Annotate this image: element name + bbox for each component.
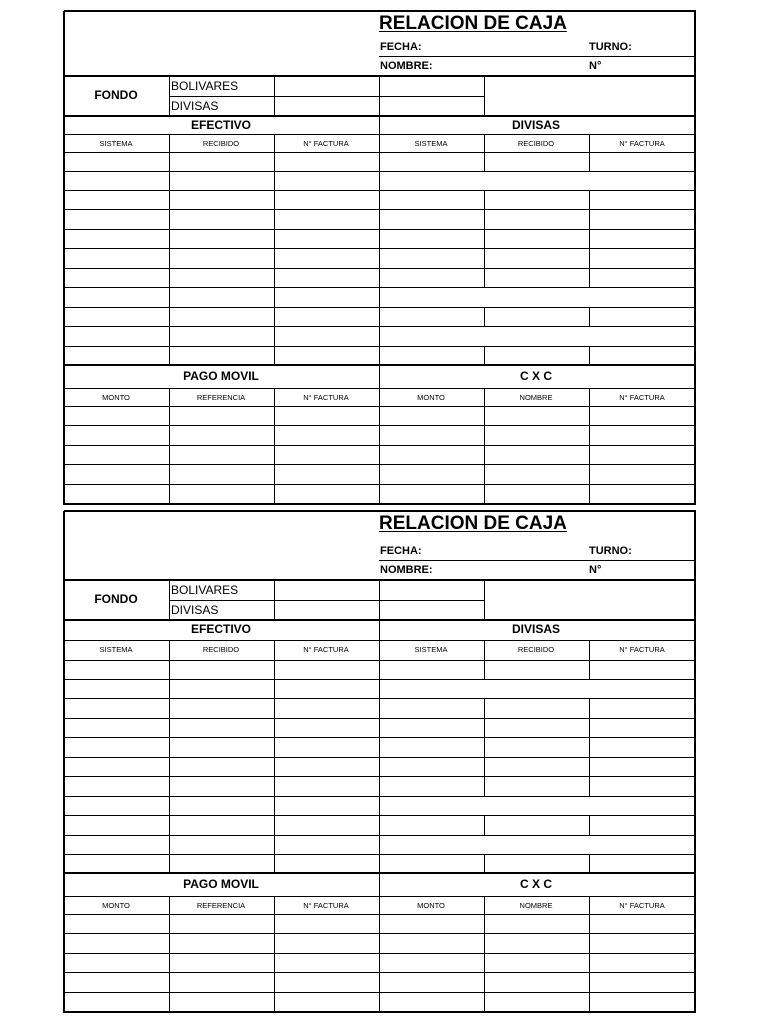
divisas-cell[interactable]	[380, 210, 483, 228]
divisas-cell[interactable]	[485, 680, 588, 697]
divisas-cell[interactable]	[380, 153, 483, 170]
divisas-cell[interactable]	[380, 855, 483, 872]
fondo-divisas-input[interactable]	[275, 97, 379, 115]
divisas-col-divider	[589, 640, 590, 661]
form-title: RELACION DE CAJA	[379, 13, 567, 34]
efectivo-cell[interactable]	[65, 230, 168, 247]
efectivo-cell[interactable]	[65, 210, 168, 228]
cxc-cell[interactable]	[590, 465, 694, 483]
cxc-cell[interactable]	[590, 993, 694, 1011]
efectivo-cell[interactable]	[65, 347, 168, 364]
efectivo-cell[interactable]	[65, 191, 168, 208]
efectivo-cell[interactable]	[170, 699, 273, 717]
cxc-col-header: MONTO	[417, 901, 445, 910]
cxc-col-header: NOMBRE	[519, 901, 553, 910]
efectivo-col-header: SISTEMA	[99, 139, 133, 148]
fondo-bolivares-input-2[interactable]	[380, 77, 484, 95]
efectivo-cell[interactable]	[275, 719, 378, 736]
cxc-cell[interactable]	[485, 426, 588, 444]
efectivo-cell[interactable]	[275, 661, 378, 678]
efectivo-cell[interactable]	[65, 797, 168, 814]
efectivo-cell[interactable]	[65, 327, 168, 345]
efectivo-cell[interactable]	[275, 855, 378, 872]
efectivo-cell[interactable]	[170, 758, 273, 775]
pago-movil-cell[interactable]	[65, 934, 168, 952]
cxc-cell[interactable]	[485, 993, 588, 1011]
nombre-field[interactable]	[440, 562, 585, 579]
efectivo-cell[interactable]	[170, 210, 273, 228]
divisas-cell[interactable]	[590, 210, 694, 228]
divisas-cell[interactable]	[485, 269, 588, 286]
pago-movil-cell[interactable]	[170, 465, 273, 483]
efectivo-col-header: N° FACTURA	[303, 645, 349, 654]
divisas-cell[interactable]	[485, 661, 588, 678]
divisas-cell[interactable]	[485, 210, 588, 228]
divisas-cell[interactable]	[380, 699, 483, 717]
efectivo-cell[interactable]	[170, 249, 273, 267]
divisas-cell[interactable]	[380, 347, 483, 364]
efectivo-cell[interactable]	[275, 347, 378, 364]
efectivo-cell[interactable]	[275, 797, 378, 814]
section-title-line	[64, 896, 696, 897]
efectivo-cell[interactable]	[65, 777, 168, 795]
cxc-col-header: N° FACTURA	[619, 901, 665, 910]
divisas-cell[interactable]	[590, 191, 694, 208]
divisas-cell[interactable]	[590, 269, 694, 286]
pago-movil-cell[interactable]	[65, 446, 168, 463]
table-bottom-line	[64, 364, 696, 366]
fondo-bottom-line	[64, 115, 696, 117]
divisas-cell[interactable]	[590, 816, 694, 834]
efectivo-cell[interactable]	[275, 816, 378, 834]
divisas-cell[interactable]	[590, 738, 694, 756]
divisas-col-header: SISTEMA	[414, 139, 448, 148]
divisas-cell[interactable]	[380, 661, 483, 678]
numero-field[interactable]	[610, 58, 692, 75]
divisas-cell[interactable]	[380, 797, 483, 814]
divisas-col-divider	[484, 134, 485, 153]
cxc-cell[interactable]	[485, 407, 588, 424]
divisas-cell[interactable]	[380, 758, 483, 775]
divisas-cell[interactable]	[485, 172, 588, 189]
divisas-title: DIVISAS	[511, 118, 560, 132]
pago-movil-col-header: REFERENCIA	[196, 901, 246, 910]
efectivo-cell[interactable]	[170, 308, 273, 325]
divisas-col-header: RECIBIDO	[517, 139, 555, 148]
cxc-cell[interactable]	[380, 446, 483, 463]
fondo-label: FONDO	[94, 592, 138, 606]
form-border-right	[694, 511, 696, 1013]
divisas-cell[interactable]	[590, 777, 694, 795]
divisas-cell[interactable]	[590, 249, 694, 267]
cxc-cell[interactable]	[590, 407, 694, 424]
cxc-cell[interactable]	[485, 973, 588, 991]
divisas-cell[interactable]	[485, 777, 588, 795]
pago-movil-cell[interactable]	[275, 934, 378, 952]
divisas-cell[interactable]	[590, 347, 694, 364]
divisas-cell[interactable]	[590, 230, 694, 247]
efectivo-cell[interactable]	[65, 249, 168, 267]
cxc-cell[interactable]	[485, 465, 588, 483]
divisas-col-header: RECIBIDO	[517, 645, 555, 654]
pago-movil-cell[interactable]	[275, 485, 378, 503]
efectivo-cell[interactable]	[170, 288, 273, 306]
efectivo-cell[interactable]	[275, 738, 378, 756]
efectivo-cell[interactable]	[170, 738, 273, 756]
efectivo-cell[interactable]	[275, 269, 378, 286]
pago-movil-title: PAGO MOVIL	[183, 369, 259, 383]
efectivo-cell[interactable]	[65, 153, 168, 170]
efectivo-cell[interactable]	[65, 308, 168, 325]
cxc-cell[interactable]	[590, 954, 694, 971]
pago-movil-cell[interactable]	[65, 915, 168, 932]
fondo-divisas-input[interactable]	[275, 601, 379, 619]
fecha-field[interactable]	[430, 542, 585, 559]
efectivo-cell[interactable]	[170, 719, 273, 736]
efectivo-cell[interactable]	[275, 153, 378, 170]
efectivo-cell[interactable]	[170, 230, 273, 247]
cxc-cell[interactable]	[380, 407, 483, 424]
cxc-cell[interactable]	[485, 934, 588, 952]
fecha-label: FECHA:	[380, 41, 422, 53]
divisas-cell[interactable]	[485, 153, 588, 170]
divisas-cell[interactable]	[590, 153, 694, 170]
pago-movil-cell[interactable]	[170, 934, 273, 952]
efectivo-cell[interactable]	[275, 777, 378, 795]
pago-movil-cell[interactable]	[65, 426, 168, 444]
fecha-label: FECHA:	[380, 545, 422, 557]
divisas-cell[interactable]	[485, 797, 588, 814]
cxc-cell[interactable]	[590, 934, 694, 952]
efectivo-cell[interactable]	[65, 269, 168, 286]
divisas-cell[interactable]	[380, 172, 483, 189]
divisas-cell[interactable]	[485, 816, 588, 834]
pago-movil-cell[interactable]	[275, 426, 378, 444]
pago-movil-cell[interactable]	[170, 485, 273, 503]
divisas-cell[interactable]	[380, 249, 483, 267]
pago-movil-cell[interactable]	[65, 954, 168, 971]
cxc-cell[interactable]	[590, 446, 694, 463]
cxc-cell[interactable]	[485, 954, 588, 971]
efectivo-cell[interactable]	[65, 172, 168, 189]
numero-label: N°	[589, 60, 602, 72]
form-border-top	[64, 510, 696, 512]
turno-field[interactable]	[640, 38, 692, 55]
cxc-cell[interactable]	[380, 934, 483, 952]
efectivo-cell[interactable]	[65, 680, 168, 697]
divisas-title: DIVISAS	[511, 622, 560, 636]
cxc-cell[interactable]	[590, 973, 694, 991]
divisas-cell[interactable]	[380, 680, 483, 697]
divisas-cell[interactable]	[590, 288, 694, 306]
turno-label: TURNO:	[589, 545, 632, 557]
form-border-bottom	[64, 503, 696, 505]
efectivo-cell[interactable]	[65, 836, 168, 853]
efectivo-cell[interactable]	[275, 288, 378, 306]
form-border-top	[64, 10, 696, 12]
pago-movil-cell[interactable]	[65, 465, 168, 483]
divisas-cell[interactable]	[485, 249, 588, 267]
cxc-col-header: MONTO	[417, 393, 445, 402]
pago-movil-cell[interactable]	[65, 973, 168, 991]
fondo-bolivares-label: BOLIVARES	[171, 79, 239, 93]
form-title: RELACION DE CAJA	[379, 513, 567, 534]
cxc-cell[interactable]	[485, 485, 588, 503]
divisas-cell[interactable]	[380, 230, 483, 247]
efectivo-title: EFECTIVO	[190, 622, 251, 636]
cxc-cell[interactable]	[485, 446, 588, 463]
efectivo-cell[interactable]	[275, 836, 378, 853]
pago-movil-cell[interactable]	[275, 407, 378, 424]
efectivo-cell[interactable]	[170, 777, 273, 795]
efectivo-cell[interactable]	[170, 327, 273, 345]
efectivo-cell[interactable]	[65, 855, 168, 872]
pago-movil-cell[interactable]	[275, 973, 378, 991]
divisas-cell[interactable]	[485, 308, 588, 325]
divisas-cell[interactable]	[485, 699, 588, 717]
efectivo-cell[interactable]	[275, 680, 378, 697]
efectivo-cell[interactable]	[170, 836, 273, 853]
cxc-cell[interactable]	[590, 485, 694, 503]
divisas-cell[interactable]	[380, 777, 483, 795]
efectivo-cell[interactable]	[170, 816, 273, 834]
pago-movil-cell[interactable]	[275, 915, 378, 932]
pago-movil-cell[interactable]	[275, 446, 378, 463]
efectivo-cell[interactable]	[170, 797, 273, 814]
pago-movil-cell[interactable]	[65, 993, 168, 1011]
efectivo-cell[interactable]	[170, 855, 273, 872]
divisas-cell[interactable]	[590, 680, 694, 697]
fondo-divisas-label: DIVISAS	[171, 603, 219, 617]
cxc-cell[interactable]	[380, 426, 483, 444]
nombre-label: NOMBRE:	[380, 60, 433, 72]
fondo-label: FONDO	[94, 88, 138, 102]
divisas-cell[interactable]	[380, 288, 483, 306]
header-line	[379, 560, 696, 561]
efectivo-cell[interactable]	[170, 153, 273, 170]
efectivo-cell[interactable]	[275, 249, 378, 267]
efectivo-cell[interactable]	[275, 172, 378, 189]
pago-movil-cell[interactable]	[170, 954, 273, 971]
pago-movil-col-header: MONTO	[102, 393, 130, 402]
pago-movil-cell[interactable]	[170, 407, 273, 424]
divisas-col-header: SISTEMA	[414, 645, 448, 654]
efectivo-cell[interactable]	[275, 308, 378, 325]
divisas-cell[interactable]	[380, 836, 483, 853]
fondo-bolivares-input[interactable]	[275, 581, 379, 599]
fecha-field[interactable]	[430, 38, 585, 55]
efectivo-cell[interactable]	[275, 327, 378, 345]
efectivo-cell[interactable]	[65, 719, 168, 736]
efectivo-cell[interactable]	[275, 230, 378, 247]
efectivo-cell[interactable]	[170, 661, 273, 678]
cxc-cell[interactable]	[380, 465, 483, 483]
divisas-cell[interactable]	[485, 738, 588, 756]
divisas-cell[interactable]	[485, 758, 588, 775]
divisas-cell[interactable]	[590, 327, 694, 345]
cxc-cell[interactable]	[590, 915, 694, 932]
pago-movil-cell[interactable]	[170, 973, 273, 991]
divisas-cell[interactable]	[380, 816, 483, 834]
efectivo-cell[interactable]	[170, 191, 273, 208]
pago-movil-cell[interactable]	[170, 446, 273, 463]
divisas-cell[interactable]	[380, 327, 483, 345]
divisas-cell[interactable]	[485, 719, 588, 736]
cxc-cell[interactable]	[380, 973, 483, 991]
efectivo-cell[interactable]	[65, 816, 168, 834]
divisas-cell[interactable]	[380, 308, 483, 325]
divisas-cell[interactable]	[590, 699, 694, 717]
efectivo-cell[interactable]	[65, 288, 168, 306]
efectivo-cell[interactable]	[275, 210, 378, 228]
numero-label: N°	[589, 564, 602, 576]
fondo-bolivares-input-2[interactable]	[380, 581, 484, 599]
fondo-bolivares-input[interactable]	[275, 77, 379, 95]
divisas-cell[interactable]	[590, 855, 694, 872]
efectivo-cell[interactable]	[65, 758, 168, 775]
divisas-cell[interactable]	[485, 327, 588, 345]
fondo-divisas-label: DIVISAS	[171, 99, 219, 113]
divisas-cell[interactable]	[590, 719, 694, 736]
efectivo-cell[interactable]	[275, 191, 378, 208]
fondo-bolivares-label: BOLIVARES	[171, 583, 239, 597]
efectivo-cell[interactable]	[65, 738, 168, 756]
header-line	[379, 56, 696, 57]
cxc-cell[interactable]	[380, 915, 483, 932]
section-title-line	[64, 388, 696, 389]
divisas-cell[interactable]	[380, 269, 483, 286]
divisas-cell[interactable]	[485, 230, 588, 247]
efectivo-col-header: RECIBIDO	[202, 645, 240, 654]
efectivo-title: EFECTIVO	[190, 118, 251, 132]
efectivo-cell[interactable]	[65, 699, 168, 717]
fondo-divisas-input-2[interactable]	[380, 97, 484, 115]
pago-movil-cell[interactable]	[275, 465, 378, 483]
efectivo-col-header: N° FACTURA	[303, 139, 349, 148]
divisas-cell[interactable]	[590, 308, 694, 325]
turno-label: TURNO:	[589, 41, 632, 53]
nombre-label: NOMBRE:	[380, 564, 433, 576]
pago-movil-cell[interactable]	[170, 426, 273, 444]
pago-movil-col-header: REFERENCIA	[196, 393, 246, 402]
efectivo-cell[interactable]	[275, 758, 378, 775]
cxc-cell[interactable]	[380, 485, 483, 503]
divisas-cell[interactable]	[590, 797, 694, 814]
efectivo-cell[interactable]	[170, 680, 273, 697]
divisas-cell[interactable]	[380, 738, 483, 756]
divisas-cell[interactable]	[590, 758, 694, 775]
pago-movil-col-header: N° FACTURA	[303, 393, 349, 402]
efectivo-col-header: SISTEMA	[99, 645, 133, 654]
divisas-cell[interactable]	[380, 719, 483, 736]
divisas-cell[interactable]	[590, 836, 694, 853]
fondo-bottom-line	[64, 619, 696, 621]
efectivo-cell[interactable]	[65, 661, 168, 678]
divisas-col-header: N° FACTURA	[619, 645, 665, 654]
cxc-cell[interactable]	[590, 426, 694, 444]
divisas-cell[interactable]	[485, 191, 588, 208]
divisas-cell[interactable]	[485, 347, 588, 364]
efectivo-cell[interactable]	[170, 347, 273, 364]
pago-movil-cell[interactable]	[170, 915, 273, 932]
efectivo-cell[interactable]	[170, 172, 273, 189]
cxc-cell[interactable]	[485, 915, 588, 932]
section-title-line	[64, 134, 696, 135]
pago-movil-cell[interactable]	[275, 954, 378, 971]
divisas-cell[interactable]	[590, 172, 694, 189]
divisas-cell[interactable]	[485, 288, 588, 306]
nombre-field[interactable]	[440, 58, 585, 75]
pago-movil-cell[interactable]	[275, 993, 378, 1011]
cxc-cell[interactable]	[380, 993, 483, 1011]
divisas-col-header: N° FACTURA	[619, 139, 665, 148]
cxc-col-header: N° FACTURA	[619, 393, 665, 402]
pago-movil-cell[interactable]	[65, 407, 168, 424]
fondo-divisas-input-2[interactable]	[380, 601, 484, 619]
pago-movil-col-header: MONTO	[102, 901, 130, 910]
divisas-col-divider	[484, 640, 485, 661]
numero-field[interactable]	[610, 562, 692, 579]
efectivo-cell[interactable]	[170, 269, 273, 286]
cxc-cell[interactable]	[380, 954, 483, 971]
divisas-cell[interactable]	[485, 855, 588, 872]
section-title-line	[64, 640, 696, 641]
table-bottom-line	[64, 872, 696, 874]
cxc-title: C X C	[519, 877, 552, 891]
divisas-col-divider	[589, 134, 590, 153]
efectivo-cell[interactable]	[275, 699, 378, 717]
pago-movil-col-header: N° FACTURA	[303, 901, 349, 910]
cxc-col-header: NOMBRE	[519, 393, 553, 402]
divisas-cell[interactable]	[485, 836, 588, 853]
form-border-right	[694, 11, 696, 505]
pago-movil-cell[interactable]	[170, 993, 273, 1011]
efectivo-col-header: RECIBIDO	[202, 139, 240, 148]
pago-movil-title: PAGO MOVIL	[183, 877, 259, 891]
turno-field[interactable]	[640, 542, 692, 559]
pago-movil-cell[interactable]	[65, 485, 168, 503]
cxc-title: C X C	[519, 369, 552, 383]
divisas-cell[interactable]	[380, 191, 483, 208]
form-border-bottom	[64, 1011, 696, 1013]
divisas-cell[interactable]	[590, 661, 694, 678]
